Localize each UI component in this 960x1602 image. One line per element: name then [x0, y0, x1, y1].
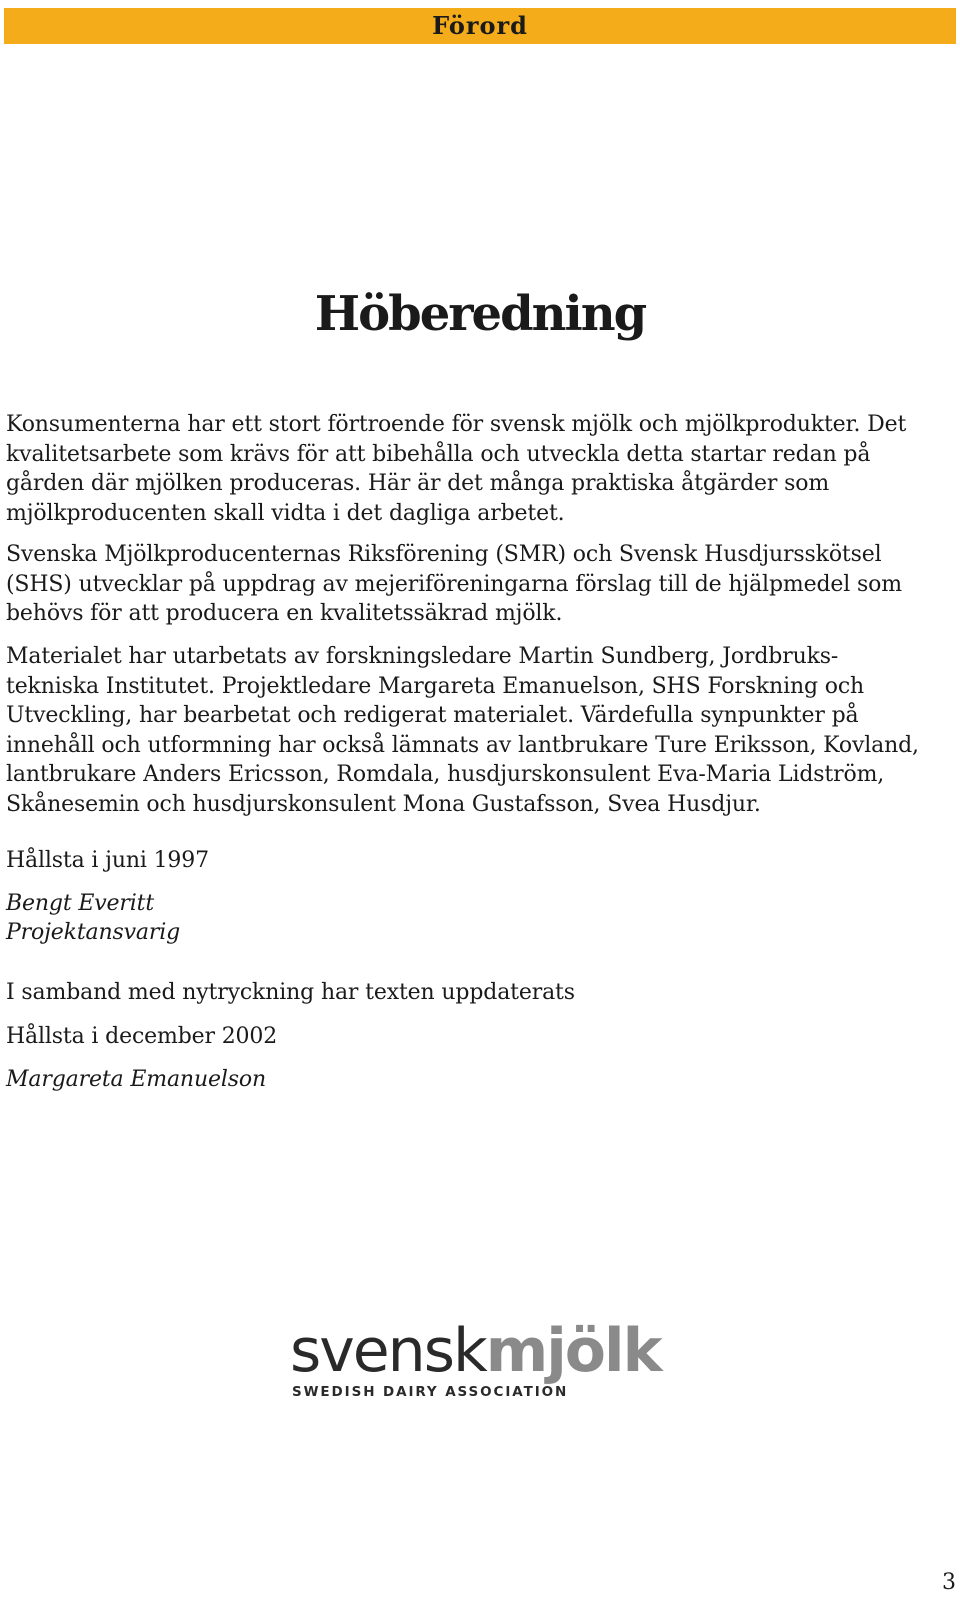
- update-note: I samband med nytryckning har texten uppdaterats: [6, 980, 575, 1005]
- paragraph-authors: Materialet har utarbetats av forskningsledare Martin Sundberg, Jordbruks- tekniska Institutet. Projektledare Margareta Emanuelson, SHS Forskning och Utveckling, har bearbetat och redigerat materialet. Värdefulla synpunkter på innehåll och utformning har också lämnats av lantbrukare Ture Eriksson, Kovland, lantbrukare Anders Ericsson, Romdala, husdjurskonsulent Eva-Maria Lidström, Skånesemin och husdjurskonsulent Mona Gustafsson, Svea Husdjur.: [6, 644, 919, 817]
- logo-word-mjolk: mjölk: [485, 1316, 661, 1386]
- section-header-band: [4, 8, 956, 44]
- logo-tagline: SWEDISH DAIRY ASSOCIATION: [292, 1384, 569, 1400]
- section-header-label: Förord: [432, 11, 528, 40]
- signature-place-date: Hållsta i juni 1997: [6, 848, 209, 873]
- update-name: Margareta Emanuelson: [6, 1067, 266, 1092]
- page-number: 3: [942, 1570, 956, 1595]
- svensk-mjolk-logo: [290, 1318, 680, 1408]
- paragraph-organizations: Svenska Mjölkproducenternas Riksförening (SMR) och Svensk Husdjursskötsel (SHS) utvecklar på uppdrag av mejeriföreningarna förslag till de hjälpmedel som behövs för att producera en kvalitetssäkrad mjölk.: [6, 542, 902, 626]
- logo-wordmark: [290, 1318, 661, 1384]
- paragraph-intro: Konsumenterna har ett stort förtroende för svensk mjölk och mjölkprodukter. Det kvalitetsarbete som krävs för att bibehålla och utveckla detta startar redan på gården där mjölken produceras. Här är det många praktiska åtgärder som mjölkproducenten skall vidta i det dagliga arbetet.: [6, 412, 907, 526]
- signature-role: Projektansvarig: [6, 920, 181, 945]
- signature-name: Bengt Everitt: [6, 891, 155, 916]
- update-place-date: Hållsta i december 2002: [6, 1024, 278, 1049]
- document-title: Höberedning: [314, 286, 646, 342]
- logo-word-svensk: svensk: [290, 1316, 486, 1386]
